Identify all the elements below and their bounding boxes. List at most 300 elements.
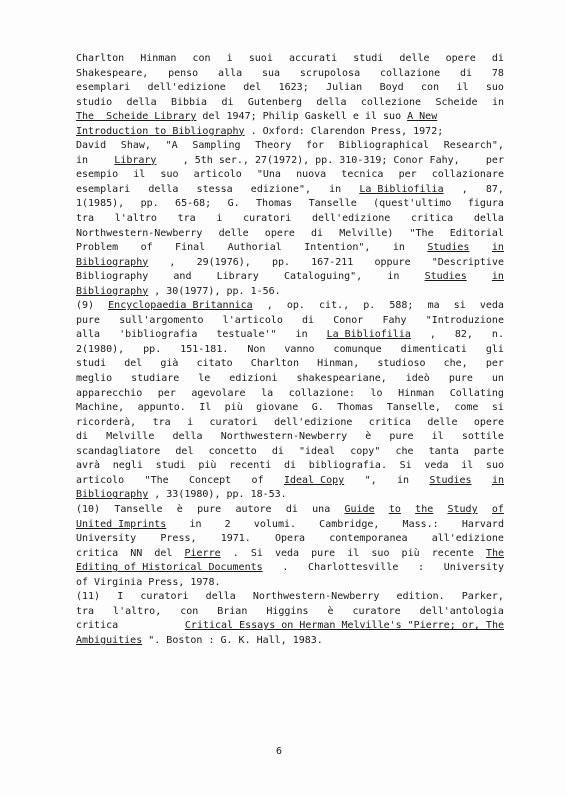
text-segment: "Introduzione	[425, 314, 504, 326]
text-segment: copy"	[350, 445, 381, 457]
text-segment: 151-181.	[180, 343, 229, 355]
text-segment: più	[224, 402, 243, 414]
text-segment: "Descriptive	[431, 256, 504, 268]
text-segment: suo	[371, 547, 390, 559]
text-segment: il	[133, 169, 146, 181]
text-segment: è	[365, 431, 372, 443]
text-segment: agevolare	[191, 387, 246, 399]
text-line	[76, 459, 504, 474]
text-segment: ,	[169, 256, 176, 268]
text-segment: Tanselle,	[386, 402, 441, 414]
underlined-title: Study	[447, 503, 478, 515]
text-line	[76, 96, 504, 111]
text-segment: opere	[445, 53, 476, 64]
text-line	[76, 576, 504, 591]
text-segment: of	[251, 474, 264, 486]
underlined-title: Library	[114, 154, 157, 166]
text-segment: Charlton	[250, 358, 299, 370]
text-segment: come	[454, 402, 479, 414]
text-segment: l'altro,	[113, 605, 162, 617]
text-segment: studioso	[377, 358, 426, 370]
text-segment: David	[76, 140, 107, 152]
text-segment: per	[485, 154, 504, 166]
text-segment: tra	[152, 416, 171, 428]
text-segment: (10)	[76, 503, 101, 515]
text-segment: Bibliographical	[338, 140, 430, 152]
text-segment: della	[126, 96, 157, 108]
text-segment: G.	[311, 402, 324, 414]
text-segment: alla	[218, 67, 243, 79]
text-segment: Northwestern-Newberry	[252, 591, 380, 603]
text-segment: suo	[160, 169, 179, 181]
text-segment: sua	[261, 67, 281, 79]
text-segment: 1971.	[220, 533, 251, 545]
text-segment: . Oxford: Clarendon Press, 1972;	[250, 125, 444, 137]
text-segment: edizioni	[229, 373, 278, 385]
text-line	[76, 183, 504, 198]
text-segment: Intention",	[304, 242, 371, 254]
underlined-title: Studies	[424, 271, 467, 283]
text-segment: G.	[227, 198, 240, 210]
text-line	[76, 67, 504, 82]
text-segment: n.	[491, 329, 504, 341]
underlined-title: of	[491, 503, 504, 515]
text-segment: alla	[76, 329, 101, 341]
text-segment: lo	[370, 387, 383, 399]
text-segment: Opera	[274, 533, 306, 545]
text-segment: critica	[76, 547, 119, 559]
text-segment: edizione",	[250, 183, 312, 195]
text-segment: shakespeariane,	[296, 373, 387, 385]
underlined-title: in	[491, 271, 504, 283]
underlined-title: United Imprints	[76, 518, 167, 530]
text-segment: pure	[76, 314, 101, 326]
text-line	[76, 168, 504, 183]
text-segment: esemplari	[76, 82, 131, 94]
text-segment: l'altro	[114, 213, 157, 225]
text-segment: ",	[364, 474, 377, 486]
text-segment: Mass.:	[402, 518, 439, 530]
text-segment: Si	[399, 460, 412, 472]
text-segment: stessa	[196, 183, 233, 195]
text-segment: Fahy	[382, 314, 407, 326]
text-segment: of Virginia Press, 1978.	[76, 576, 221, 588]
text-segment: Concept	[189, 474, 232, 486]
underlined-title: Pierre	[184, 547, 221, 559]
text-segment: citato	[196, 358, 233, 370]
text-segment: Shaw,	[120, 140, 151, 152]
text-segment: veda	[274, 547, 300, 559]
text-segment: Authorial	[227, 242, 282, 254]
text-segment: 65-68;	[175, 198, 212, 210]
underlined-title: Studies	[429, 474, 472, 486]
text-segment: volumi.	[253, 518, 297, 530]
text-segment: Conor	[333, 314, 364, 326]
text-segment: 167-211	[311, 256, 354, 268]
text-segment: tra	[76, 605, 95, 617]
underlined-title: A New	[407, 111, 438, 123]
text-segment: Northwestern-Newberry	[220, 431, 348, 443]
underlined-title: Studies	[427, 242, 470, 254]
text-segment: studi	[76, 358, 107, 370]
text-segment: 588;	[389, 300, 414, 312]
text-segment: dell'edizione	[312, 213, 391, 225]
text-segment: con	[180, 605, 199, 617]
text-segment: che	[395, 445, 414, 457]
text-segment: Bibbia	[170, 96, 208, 108]
text-segment: Julian	[326, 82, 363, 94]
text-segment: Brian	[217, 605, 248, 617]
text-segment: cit.,	[319, 300, 350, 312]
text-segment: critica	[368, 416, 411, 428]
text-segment: che,	[443, 358, 468, 370]
text-segment: pp.	[271, 256, 290, 268]
text-segment: delle	[427, 416, 458, 428]
text-segment: dell'edizione	[147, 82, 226, 94]
text-line	[76, 197, 504, 212]
text-segment: pp.	[140, 198, 159, 210]
text-segment: 78	[491, 67, 504, 79]
text-segment: "The	[144, 474, 169, 486]
text-segment: opere	[264, 227, 295, 239]
text-segment: ". Boston : G. K. Hall, 1983.	[148, 634, 323, 646]
text-segment: opere	[473, 416, 504, 428]
text-segment: appunto.	[137, 402, 186, 414]
text-segment: suo	[485, 460, 504, 472]
text-segment: Machine,	[76, 402, 125, 414]
text-segment: .	[232, 547, 239, 559]
text-segment: curatore	[352, 605, 401, 617]
text-segment: for	[306, 140, 325, 152]
text-segment: pure	[389, 431, 414, 443]
text-segment: Collating	[449, 387, 504, 399]
text-segment: articolo	[193, 169, 242, 181]
underlined-title: in	[491, 242, 504, 254]
text-segment: di	[302, 314, 315, 326]
text-segment: Editorial	[449, 227, 504, 239]
text-line	[76, 474, 504, 489]
footnotes-text	[76, 52, 504, 648]
text-segment: ma	[427, 300, 440, 312]
text-segment: .	[282, 562, 289, 574]
text-segment: per	[485, 358, 504, 370]
text-line	[76, 518, 504, 533]
text-segment: testuale'"	[216, 329, 277, 341]
text-segment: Northwestern-Newberry	[76, 227, 203, 239]
text-segment: Tanselle	[308, 198, 357, 210]
text-segment: con	[421, 82, 440, 94]
text-line	[76, 328, 504, 343]
underlined-title: Editing of Historical Documents	[76, 562, 263, 574]
text-segment: di	[283, 460, 297, 472]
text-segment: Sampling	[192, 140, 241, 152]
text-segment: il	[347, 547, 360, 559]
underlined-title: Ideal Copy	[283, 474, 345, 486]
text-segment: studiare	[131, 373, 180, 385]
text-segment: scrupolosa	[299, 67, 361, 79]
text-segment: vanno	[284, 343, 315, 355]
text-segment: Thomas	[337, 402, 374, 414]
text-segment: ,	[461, 183, 468, 195]
text-segment: Library	[216, 271, 259, 283]
text-segment: 2(1980),	[76, 343, 125, 355]
text-segment: per	[398, 169, 417, 181]
text-line	[76, 285, 504, 300]
text-segment: collazione:	[288, 387, 355, 399]
text-segment: del	[243, 82, 262, 94]
text-segment: della	[172, 431, 203, 443]
text-segment: 1(1985),	[76, 198, 125, 210]
text-segment: con	[192, 53, 211, 64]
text-line	[76, 139, 504, 154]
text-segment: ,	[266, 300, 273, 312]
text-line	[76, 299, 504, 314]
text-segment: University	[76, 533, 137, 545]
text-segment: Harvard	[461, 518, 504, 530]
text-segment: esemplari	[76, 183, 131, 195]
text-segment: giovane	[256, 402, 299, 414]
page-number: 6	[276, 746, 283, 757]
underlined-title: Bibliography	[76, 256, 149, 268]
text-segment: è	[327, 605, 334, 617]
text-segment: figura	[467, 198, 504, 210]
text-segment: delle	[399, 53, 430, 64]
text-segment: di	[491, 53, 504, 64]
text-segment: (quest'ultimo	[373, 198, 452, 210]
text-segment: un	[491, 373, 504, 385]
text-line	[76, 547, 504, 562]
text-segment: di	[311, 227, 324, 239]
underlined-title: in	[491, 474, 504, 486]
text-segment: studio	[76, 96, 113, 108]
underlined-title: Ambiguities	[76, 634, 143, 646]
text-segment: Problem	[76, 242, 119, 254]
text-segment: and	[173, 271, 192, 283]
text-segment: in	[392, 242, 405, 254]
underlined-title: Bibliography	[76, 489, 149, 501]
text-segment: 87,	[485, 183, 504, 195]
text-segment: Theory	[255, 140, 292, 152]
text-segment: i	[187, 416, 194, 428]
text-line	[76, 619, 504, 634]
text-segment: articolo	[76, 474, 125, 486]
text-segment: I	[117, 591, 124, 603]
text-segment: il	[431, 431, 444, 443]
underlined-title: La Bibliofilia	[326, 329, 411, 341]
text-segment: p.	[363, 300, 376, 312]
text-segment: "A	[165, 140, 178, 152]
text-segment: veda	[424, 460, 449, 472]
text-segment: apparecchio	[76, 387, 143, 399]
text-segment: studi	[155, 460, 186, 472]
text-line	[76, 357, 504, 372]
underlined-title: Encyclopaedia Britannica	[108, 300, 253, 312]
text-segment: dell'antologia	[419, 605, 504, 617]
text-segment: Gutenberg	[247, 96, 303, 108]
text-segment: Research",	[443, 140, 504, 152]
text-line	[76, 561, 504, 576]
text-line	[76, 52, 504, 67]
text-segment: in	[396, 474, 410, 486]
text-segment: già	[160, 358, 179, 370]
text-segment: NN	[130, 547, 143, 559]
text-segment: oppure	[374, 256, 411, 268]
text-segment: Cambridge,	[319, 518, 380, 530]
text-line	[76, 401, 504, 416]
text-segment: bibliografia.	[308, 460, 387, 472]
text-segment: sull'argomento	[119, 314, 204, 326]
text-segment: tecnica	[341, 169, 384, 181]
text-segment: il	[461, 460, 474, 472]
text-segment: meglio	[76, 373, 113, 385]
text-segment: della	[205, 591, 236, 603]
text-segment: pure	[197, 503, 222, 515]
text-segment: gli	[485, 343, 504, 355]
text-segment: del	[154, 547, 173, 559]
text-segment: collezione	[360, 96, 422, 108]
text-line	[76, 416, 504, 431]
text-segment: Melville)	[339, 227, 394, 239]
text-segment: in	[295, 329, 308, 341]
text-segment: edition.	[396, 591, 445, 603]
text-segment: Boyd	[379, 82, 404, 94]
text-segment: "Una	[256, 169, 281, 181]
underlined-title: Guide	[344, 503, 375, 515]
text-segment: "The	[409, 227, 434, 239]
text-line	[76, 488, 504, 503]
text-line	[76, 314, 504, 329]
text-line	[76, 270, 504, 285]
underlined-title: to	[388, 503, 401, 515]
text-segment: sottile	[461, 431, 504, 443]
text-segment: Si	[250, 547, 263, 559]
text-line	[76, 110, 504, 125]
text-segment: l'articolo	[222, 314, 283, 326]
text-segment: ricorderà,	[76, 416, 137, 428]
text-segment: in	[387, 271, 400, 283]
text-line	[76, 372, 504, 387]
text-segment: Scheide	[435, 96, 478, 108]
text-segment: pure	[311, 547, 336, 559]
text-segment: pp.	[143, 343, 162, 355]
text-segment: Non	[247, 343, 266, 355]
text-segment: in	[76, 154, 89, 166]
text-segment: 82,	[454, 329, 473, 341]
text-segment: 29(1976),	[196, 256, 251, 268]
text-segment: una	[312, 503, 331, 515]
text-segment: penso	[168, 67, 199, 79]
text-segment: della	[473, 213, 504, 225]
underlined-title: The	[485, 547, 504, 559]
text-line	[76, 154, 504, 169]
text-segment: nuova	[296, 169, 327, 181]
text-segment: curatori	[140, 591, 189, 603]
text-segment: Il	[199, 402, 212, 414]
text-segment: curatori	[209, 416, 258, 428]
text-segment: "ideal	[299, 445, 336, 457]
text-line	[76, 605, 504, 620]
text-segment: la	[261, 387, 274, 399]
text-segment: contemporanea	[329, 533, 408, 545]
text-line	[76, 634, 504, 649]
text-segment: della	[148, 183, 179, 195]
text-line	[76, 503, 504, 518]
text-segment: 2	[224, 518, 231, 530]
text-segment: in	[329, 183, 342, 195]
text-segment: scandagliatore	[76, 445, 161, 457]
text-segment: Melville	[106, 431, 155, 443]
text-line	[76, 532, 504, 547]
text-segment: (11)	[76, 591, 101, 603]
text-line	[76, 256, 504, 271]
text-segment: of	[140, 242, 153, 254]
text-segment: suoi	[248, 53, 273, 64]
text-segment: si	[491, 402, 504, 414]
text-segment: Thomas	[256, 198, 293, 210]
text-segment: il	[456, 82, 469, 94]
text-segment: del	[175, 445, 194, 457]
text-segment: tra	[76, 213, 95, 225]
text-segment: :	[418, 562, 425, 574]
text-segment: studi	[353, 53, 384, 64]
text-segment: recenti	[229, 460, 272, 472]
text-segment: Parker,	[461, 591, 504, 603]
text-segment: University	[443, 562, 504, 574]
underlined-title: Introduction to Bibliography	[76, 125, 245, 137]
text-segment: Final	[175, 242, 206, 254]
text-segment: curatori	[243, 213, 292, 225]
text-segment: collazione	[379, 67, 441, 79]
text-segment: , 5th ser., 27(1972), pp. 310-319; Conor Fahy,	[182, 154, 460, 166]
text-segment: , 33(1980), pp. 18-53.	[154, 489, 287, 501]
text-line	[76, 343, 504, 358]
text-segment: negli	[112, 460, 143, 472]
text-segment: è	[176, 503, 183, 515]
text-segment: delle	[218, 227, 249, 239]
text-segment: Shakespeare,	[76, 67, 149, 79]
text-segment: più	[198, 460, 217, 472]
underlined-title: La Bibliofilia	[359, 183, 444, 195]
text-segment: collazionare	[431, 169, 504, 181]
text-line	[76, 387, 504, 402]
underlined-title: The Scheide Library	[76, 111, 197, 123]
text-segment: della	[316, 96, 347, 108]
text-segment: concetto	[208, 445, 257, 457]
text-segment: esempio	[76, 169, 119, 181]
text-segment: Tanselle	[114, 503, 163, 515]
text-segment: tanta	[428, 445, 459, 457]
text-line	[76, 81, 504, 96]
text-segment: Cataloguing",	[283, 271, 363, 283]
text-line	[76, 590, 504, 605]
text-line	[76, 227, 504, 242]
text-segment: Charlton	[76, 53, 125, 64]
text-segment: ideò	[405, 373, 430, 385]
text-segment: le	[198, 373, 211, 385]
text-segment: Higgins	[266, 605, 309, 617]
text-segment: parte	[473, 445, 504, 457]
text-line	[76, 125, 504, 140]
text-line	[76, 430, 504, 445]
text-segment: (9)	[76, 300, 95, 312]
text-segment: avrà	[76, 460, 101, 472]
text-segment: di	[285, 503, 298, 515]
text-segment: Hinman	[140, 53, 177, 64]
text-segment: di	[460, 67, 473, 79]
text-segment: ,	[429, 329, 436, 341]
text-segment: di	[271, 445, 284, 457]
text-segment: critica	[410, 213, 454, 225]
